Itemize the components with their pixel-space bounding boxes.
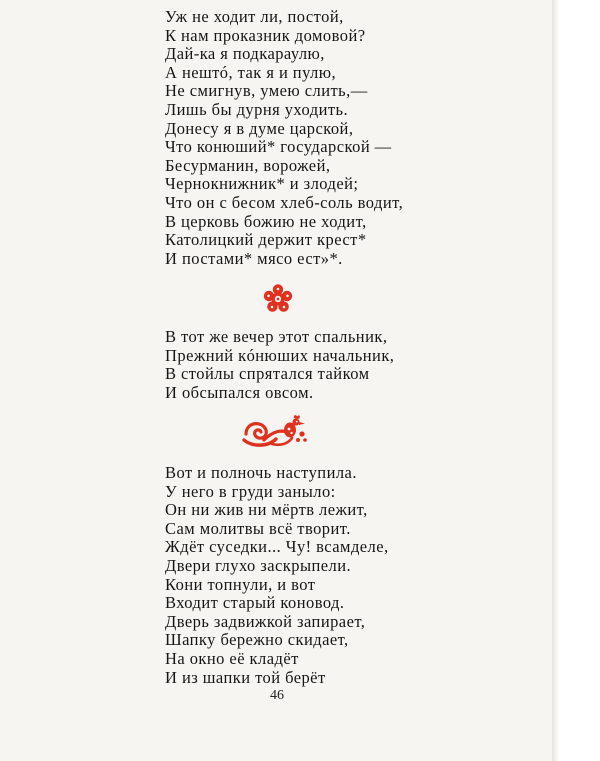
verse-line: Что конюший* государской — bbox=[165, 137, 392, 157]
verse-line: Ждёт суседки... Чу! всамделе, bbox=[165, 537, 389, 557]
page-edge bbox=[552, 0, 600, 761]
verse-line: В тот же вечер этот спальник, bbox=[165, 327, 388, 346]
verse-line: Сам молитвы всё творит. bbox=[165, 518, 351, 538]
verse-line: Дверь задвижкой запирает, bbox=[165, 611, 366, 631]
verse-line: Двери глухо заскрыпели. bbox=[165, 555, 352, 575]
verse-line: Он ни жив ни мёртв лежит, bbox=[165, 500, 368, 520]
stanza-2 bbox=[165, 328, 394, 402]
verse-line: Уж не ходит ли, постой, bbox=[165, 7, 344, 26]
verse-line: Вот и полночь наступила. bbox=[165, 463, 357, 482]
stanza-1 bbox=[165, 8, 403, 268]
verse-line: В церковь божию не ходит, bbox=[165, 211, 367, 231]
verse-line: Прежний кóнюших начальник, bbox=[165, 345, 395, 365]
verse-line: А нештó, так я и пулю, bbox=[165, 62, 337, 82]
red-firebird-ornament-icon bbox=[242, 414, 308, 450]
verse-line: Что он с бесом хлеб-соль водит, bbox=[165, 192, 404, 212]
verse-line: Лишь бы дурня уходить. bbox=[165, 99, 349, 119]
verse-line: И обсыпался овсом. bbox=[165, 382, 314, 402]
verse-line: И из шапки той берёт bbox=[165, 667, 326, 687]
stanza-3 bbox=[165, 464, 389, 687]
red-flower-ornament-icon bbox=[262, 283, 294, 315]
page-number: 46 bbox=[270, 688, 284, 703]
verse-line: К нам проказник домовой? bbox=[165, 25, 366, 45]
verse-line: Шапку бережно скидает, bbox=[165, 630, 349, 650]
verse-line: Чернокнижник* и злодей; bbox=[165, 174, 359, 194]
verse-line: На окно её кладёт bbox=[165, 648, 299, 668]
verse-line: У него в груди заныло: bbox=[165, 481, 336, 501]
verse-line: Донесу я в думе царской, bbox=[165, 118, 354, 138]
verse-line: Кони топнули, и вот bbox=[165, 574, 316, 594]
verse-line: Католицкий держит крест* bbox=[165, 230, 367, 250]
verse-line: Входит старый коновод. bbox=[165, 593, 345, 613]
verse-line: Дай-ка я подкараулю, bbox=[165, 44, 325, 64]
verse-line: Не смигнув, умею слить,— bbox=[165, 81, 368, 101]
verse-line: Бесурманин, ворожей, bbox=[165, 155, 331, 175]
verse-line: В стойлы спрятался тайком bbox=[165, 364, 370, 384]
verse-line: И постами* мясо ест»*. bbox=[165, 248, 343, 268]
